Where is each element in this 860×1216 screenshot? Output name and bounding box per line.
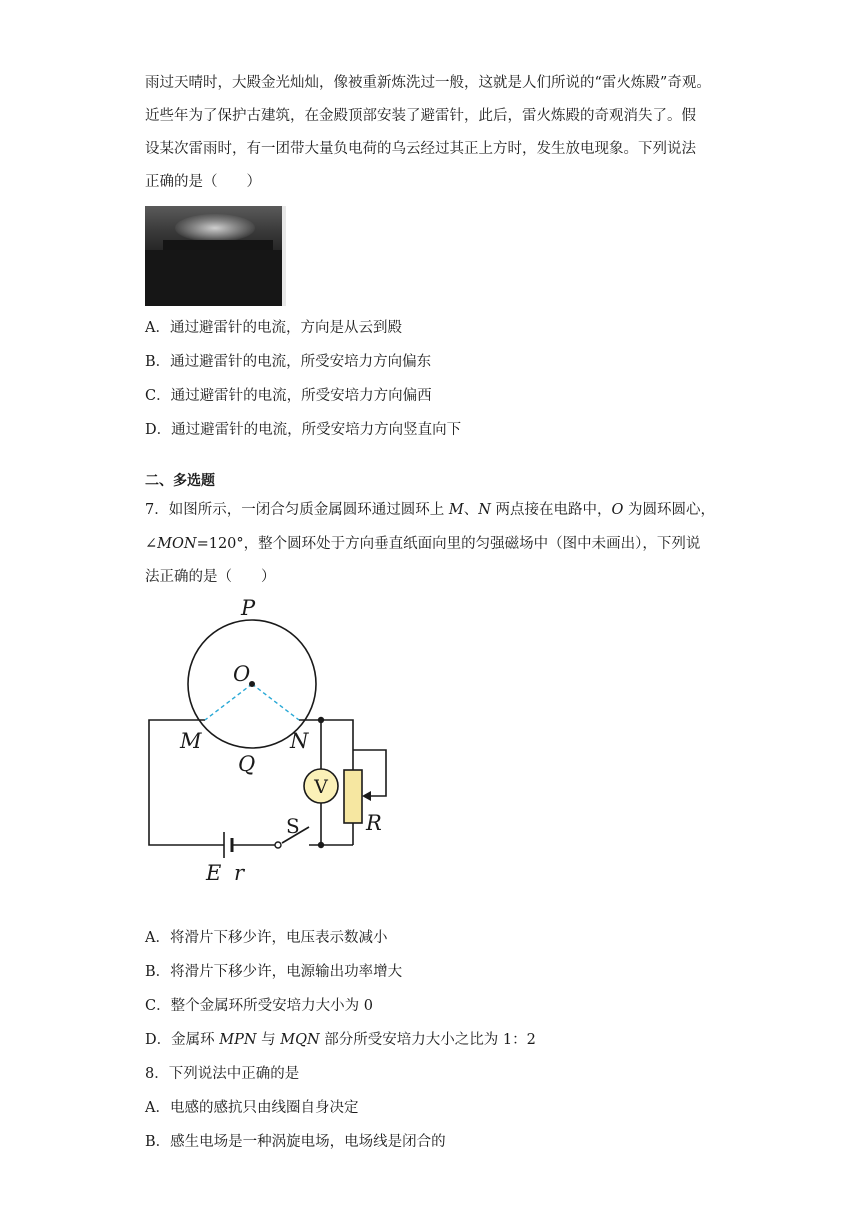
- label-p: P: [241, 596, 256, 620]
- label-e: E: [206, 861, 222, 885]
- q7-l1-sep: 、: [463, 502, 479, 518]
- label-n: N: [290, 729, 309, 753]
- slider-arrow: [362, 791, 371, 801]
- q8-option-a: A．电感的感抗只由线圈自身决定: [145, 1100, 359, 1116]
- label-q: Q: [238, 752, 256, 776]
- label-s: S: [286, 814, 300, 838]
- junction-bottom: [318, 842, 324, 848]
- section-title-multi-choice: 二、多选题: [145, 473, 215, 489]
- q6-option-c: C．通过避雷针的电流，所受安培力方向偏西: [145, 388, 432, 404]
- q7-stem-line-3: 法正确的是（ ）: [145, 569, 276, 585]
- q7-l2-mon: MON: [157, 536, 197, 552]
- q7-d-mqn: MQN: [280, 1032, 320, 1048]
- q7-stem-line-1: [145, 500, 715, 520]
- q6-option-a: A．通过避雷针的电流，方向是从云到殿: [145, 320, 402, 336]
- q6-option-d: D．通过避雷针的电流，所受安培力方向竖直向下: [145, 422, 462, 438]
- q7-l2-a: ∠: [145, 536, 158, 552]
- circuit-diagram: [145, 596, 405, 888]
- q7-d-b: 与: [256, 1032, 281, 1048]
- q7-d-a: D．金属环: [145, 1032, 220, 1048]
- radius-om: [205, 684, 252, 720]
- q7-d-mpn: MPN: [219, 1032, 257, 1048]
- q7-option-a: A．将滑片下移少许，电压表示数减小: [145, 930, 388, 946]
- junction-top: [318, 717, 324, 723]
- q7-l1-m: M: [448, 502, 464, 518]
- q7-stem-line-2: [145, 534, 700, 554]
- q7-l2-b: =120°，整个圆环处于方向垂直纸面向里的匀强磁场中（图中未画出），下列说: [196, 536, 701, 552]
- q6-stem-line-1: 雨过天晴时，大殿金光灿灿，像被重新炼洗过一般，这就是人们所说的“雷火炼殿”奇观。: [145, 75, 711, 91]
- photo-hall-roof: [163, 240, 273, 250]
- label-m: M: [180, 729, 202, 753]
- q7-l1-c: 为圆环圆心，: [623, 502, 715, 518]
- voltmeter-label: V: [314, 776, 328, 798]
- q7-l1-n: N: [478, 502, 491, 518]
- q8-stem: 8．下列说法中正确的是: [145, 1066, 300, 1082]
- q8-option-b: B．感生电场是一种涡旋电场，电场线是闭合的: [145, 1134, 446, 1150]
- q7-l1-o: O: [611, 502, 624, 518]
- radius-on: [252, 684, 299, 720]
- switch-contact: [275, 842, 281, 848]
- photo-edge: [282, 206, 286, 306]
- q7-option-d: [145, 1030, 536, 1050]
- q7-l1-a: 7．如图所示，一闭合匀质金属圆环通过圆环上: [145, 502, 449, 518]
- q6-stem-line-3: 设某次雷雨时，有一团带大量负电荷的乌云经过其正上方时，发生放电现象。下列说法: [145, 141, 696, 157]
- golden-hall-photo: [145, 206, 286, 306]
- q7-option-c: C．整个金属环所受安培力大小为 0: [145, 998, 373, 1014]
- q7-d-c: 部分所受安培力大小之比为 1：2: [319, 1032, 536, 1048]
- q7-option-b: B．将滑片下移少许，电源输出功率增大: [145, 964, 403, 980]
- q6-stem-line-4: 正确的是（ ）: [145, 174, 261, 190]
- q6-stem-line-2: 近些年为了保护古建筑，在金殿顶部安装了避雷针，此后，雷火炼殿的奇观消失了。假: [145, 108, 696, 124]
- q7-l1-b: 两点接在电路中，: [490, 502, 612, 518]
- rheostat-r: [344, 770, 362, 823]
- photo-ground: [145, 250, 286, 306]
- label-r-internal: r: [234, 861, 245, 885]
- photo-lightning-glow: [175, 214, 255, 242]
- label-o: O: [233, 662, 251, 686]
- q6-option-b: B．通过避雷针的电流，所受安培力方向偏东: [145, 354, 432, 370]
- label-r-rheostat: R: [366, 811, 382, 835]
